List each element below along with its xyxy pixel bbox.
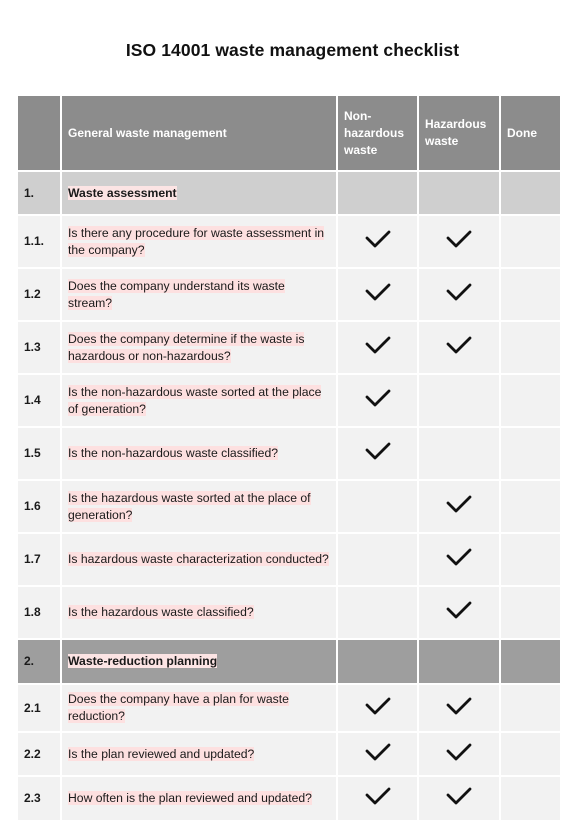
section-title-cell xyxy=(62,640,338,685)
check-icon xyxy=(445,786,473,806)
table-row xyxy=(18,375,562,428)
section-title-cell xyxy=(62,172,338,216)
table-row xyxy=(18,481,562,534)
check-icon xyxy=(445,282,473,302)
haz-cell[interactable] xyxy=(419,733,501,777)
question-text: Is the non-hazardous waste classified? xyxy=(68,446,279,460)
section-haz-cell xyxy=(419,640,501,685)
check-icon xyxy=(364,696,392,716)
check-icon xyxy=(445,494,473,514)
check-icon xyxy=(364,786,392,806)
haz-cell[interactable] xyxy=(419,777,501,822)
section-done-cell xyxy=(501,172,562,216)
done-cell[interactable] xyxy=(501,777,562,822)
haz-cell[interactable] xyxy=(419,216,501,269)
question-text: Is the non-hazardous waste sorted at the place of generation? xyxy=(68,384,322,416)
item-number: 1.4 xyxy=(18,375,62,428)
check-icon xyxy=(364,441,392,461)
table-row xyxy=(18,685,562,733)
table-row xyxy=(18,428,562,481)
check-icon xyxy=(445,696,473,716)
nonhaz-cell[interactable] xyxy=(338,534,419,587)
done-cell[interactable] xyxy=(501,428,562,481)
section-row xyxy=(18,640,562,685)
header-question xyxy=(62,96,338,172)
check-icon xyxy=(445,547,473,567)
item-number: 1.5 xyxy=(18,428,62,481)
question-cell xyxy=(62,777,338,822)
haz-cell[interactable] xyxy=(419,587,501,640)
check-icon xyxy=(445,600,473,620)
haz-cell[interactable] xyxy=(419,428,501,481)
header-number-cell xyxy=(18,96,62,172)
section-number: 1. xyxy=(18,172,62,216)
check-icon xyxy=(364,229,392,249)
question-text: Is there any procedure for waste assessment in the company? xyxy=(68,225,325,257)
haz-cell[interactable] xyxy=(419,685,501,733)
table-row xyxy=(18,534,562,587)
question-text: Is hazardous waste characterization conducted? xyxy=(68,552,329,566)
nonhaz-cell[interactable] xyxy=(338,322,419,375)
item-number: 1.1. xyxy=(18,216,62,269)
done-cell[interactable] xyxy=(501,216,562,269)
haz-cell[interactable] xyxy=(419,322,501,375)
section-row xyxy=(18,172,562,216)
question-cell xyxy=(62,587,338,640)
haz-cell[interactable] xyxy=(419,269,501,322)
table-row xyxy=(18,777,562,822)
check-icon xyxy=(445,335,473,355)
question-cell xyxy=(62,685,338,733)
table-row xyxy=(18,733,562,777)
section-number: 2. xyxy=(18,640,62,685)
item-number: 2.3 xyxy=(18,777,62,822)
item-number: 1.6 xyxy=(18,481,62,534)
item-number: 1.3 xyxy=(18,322,62,375)
question-cell xyxy=(62,322,338,375)
check-icon xyxy=(445,742,473,762)
section-title: Waste assessment xyxy=(68,185,177,200)
haz-cell[interactable] xyxy=(419,481,501,534)
nonhaz-cell[interactable] xyxy=(338,481,419,534)
done-cell[interactable] xyxy=(501,375,562,428)
header-done xyxy=(501,96,562,172)
nonhaz-cell[interactable] xyxy=(338,428,419,481)
item-number: 2.2 xyxy=(18,733,62,777)
table-row xyxy=(18,587,562,640)
table-header-row xyxy=(18,96,562,172)
check-icon xyxy=(364,282,392,302)
header-haz xyxy=(419,96,501,172)
done-cell[interactable] xyxy=(501,733,562,777)
done-cell[interactable] xyxy=(501,269,562,322)
nonhaz-cell[interactable] xyxy=(338,216,419,269)
item-number: 1.2 xyxy=(18,269,62,322)
item-number: 1.8 xyxy=(18,587,62,640)
nonhaz-cell[interactable] xyxy=(338,685,419,733)
question-text: How often is the plan reviewed and updated? xyxy=(68,791,312,805)
question-cell xyxy=(62,428,338,481)
header-question-label: General waste management xyxy=(68,125,227,140)
table-row xyxy=(18,269,562,322)
question-cell xyxy=(62,733,338,777)
section-nonhaz-cell xyxy=(338,172,419,216)
check-icon xyxy=(445,229,473,249)
haz-cell[interactable] xyxy=(419,534,501,587)
nonhaz-cell[interactable] xyxy=(338,777,419,822)
question-cell xyxy=(62,534,338,587)
haz-cell[interactable] xyxy=(419,375,501,428)
check-icon xyxy=(364,742,392,762)
question-cell xyxy=(62,481,338,534)
item-number: 1.7 xyxy=(18,534,62,587)
section-nonhaz-cell xyxy=(338,640,419,685)
check-icon xyxy=(364,388,392,408)
question-cell xyxy=(62,375,338,428)
question-text: Does the company understand its waste stream? xyxy=(68,278,285,310)
done-cell[interactable] xyxy=(501,481,562,534)
question-text: Does the company have a plan for waste reduction? xyxy=(68,692,289,723)
nonhaz-cell[interactable] xyxy=(338,375,419,428)
header-done-label: Done xyxy=(507,125,537,140)
nonhaz-cell[interactable] xyxy=(338,733,419,777)
done-cell[interactable] xyxy=(501,685,562,733)
done-cell[interactable] xyxy=(501,534,562,587)
check-icon xyxy=(364,335,392,355)
page-title: ISO 14001 waste management checklist xyxy=(125,40,460,60)
question-text: Is the plan reviewed and updated? xyxy=(68,746,255,761)
question-cell xyxy=(62,216,338,269)
question-text: Does the company determine if the waste is hazardous or non-hazardous? xyxy=(68,331,305,363)
header-nonhaz-label: Non-hazardous waste xyxy=(344,108,405,157)
checklist-table xyxy=(18,96,562,822)
header-nonhaz xyxy=(338,96,419,172)
question-text: Is the hazardous waste classified? xyxy=(68,605,254,619)
nonhaz-cell[interactable] xyxy=(338,269,419,322)
question-text: Is the hazardous waste sorted at the place of generation? xyxy=(68,490,311,522)
table-row xyxy=(18,216,562,269)
done-cell[interactable] xyxy=(501,322,562,375)
table-row xyxy=(18,322,562,375)
header-haz-label: Hazardous waste xyxy=(425,117,487,148)
nonhaz-cell[interactable] xyxy=(338,587,419,640)
section-haz-cell xyxy=(419,172,501,216)
question-cell xyxy=(62,269,338,322)
item-number: 2.1 xyxy=(18,685,62,733)
done-cell[interactable] xyxy=(501,587,562,640)
section-title: Waste-reduction planning xyxy=(68,654,218,668)
section-done-cell xyxy=(501,640,562,685)
